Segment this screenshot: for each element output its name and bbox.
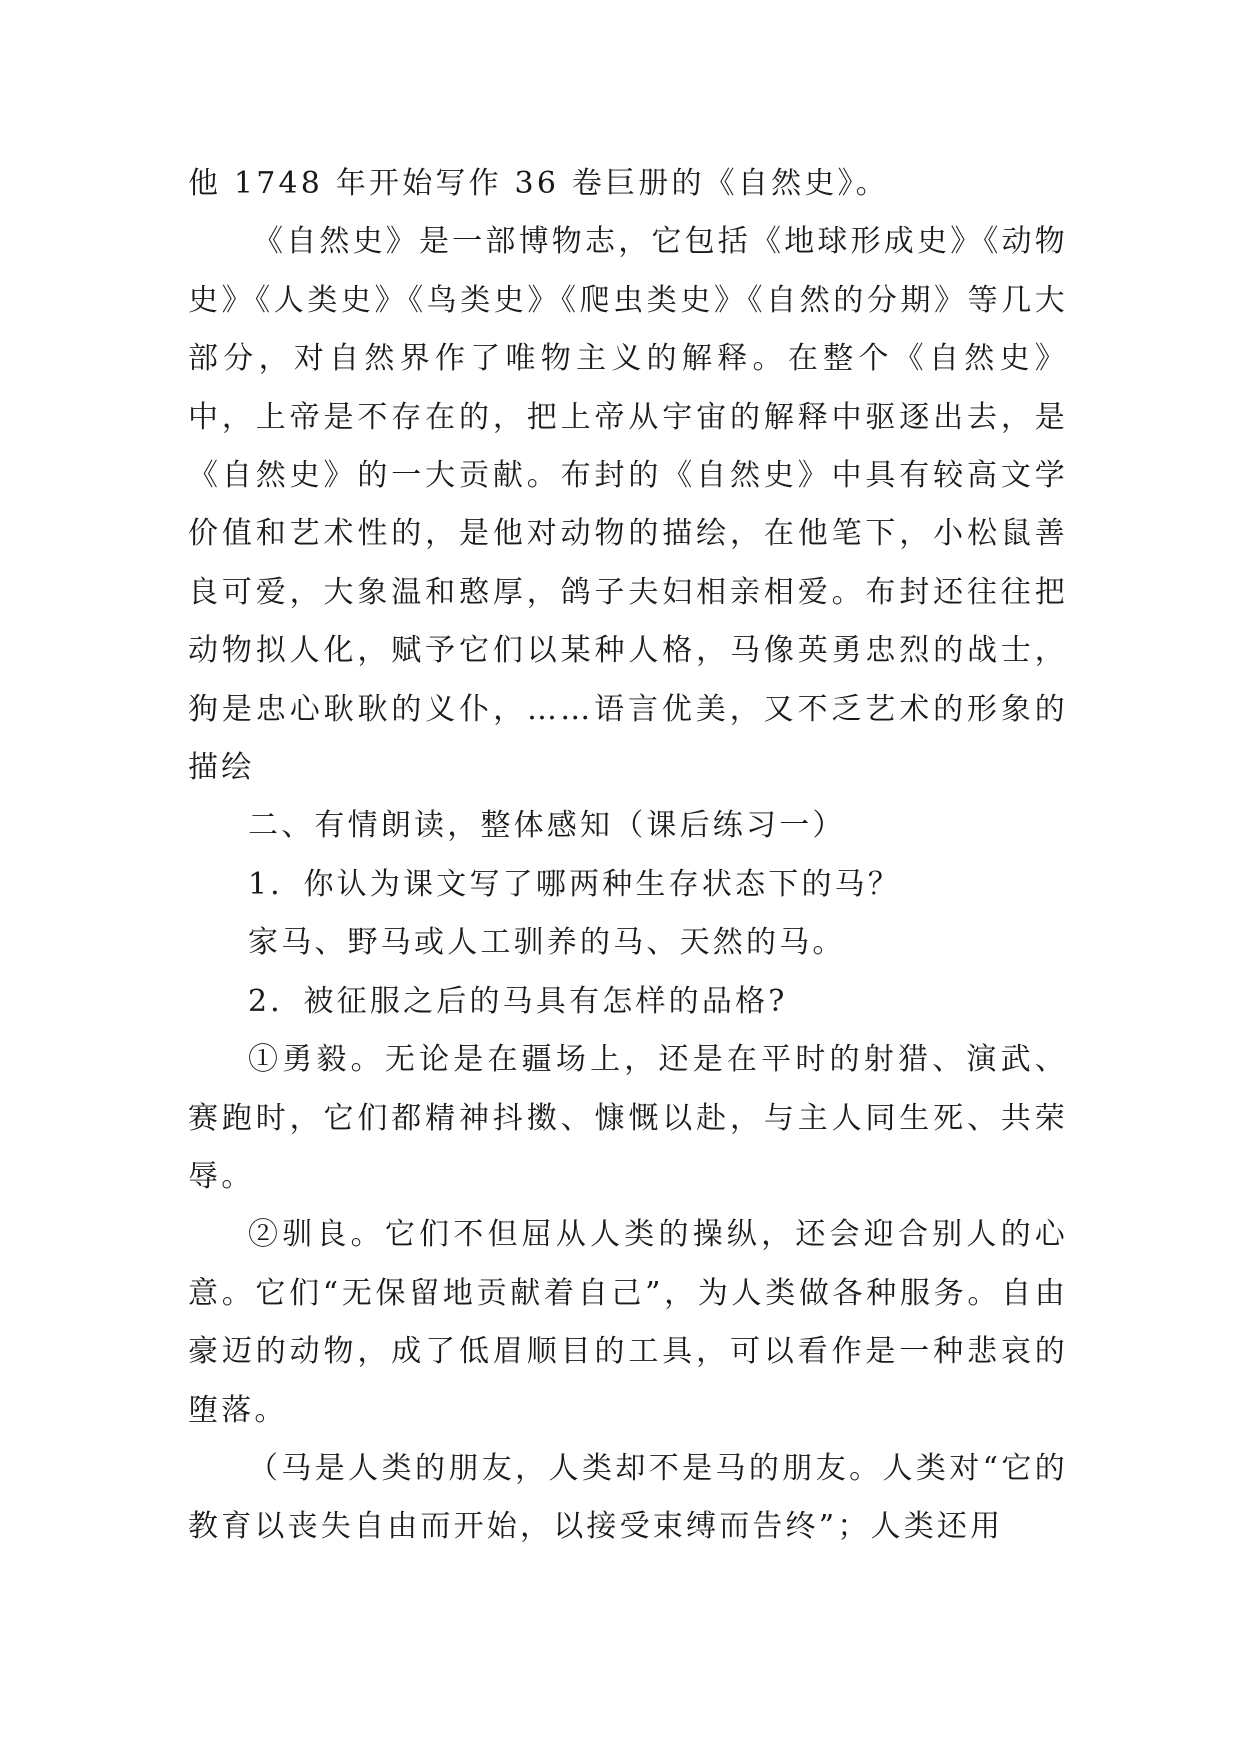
document-body [188, 155, 1068, 1557]
answer-2-courage: ①勇毅。无论是在疆场上，还是在平时的射猎、演武、赛跑时，它们都精神抖擞、慷慨以赴，与主人同生死、共荣辱。 [188, 1042, 1068, 1194]
question-2: 2．被征服之后的马具有怎样的品格? [248, 983, 788, 1019]
answer-1: 家马、野马或人工驯养的马、天然的马。 [248, 925, 846, 961]
question-1: 1．你认为课文写了哪两种生存状态下的马？ [248, 866, 902, 902]
paragraph-buffon-intro: 他 1748 年开始写作 36 卷巨册的《自然史》。 [188, 166, 889, 201]
answer-2-docility: ②驯良。它们不但屈从人类的操纵，还会迎合别人的心意。它们“无保留地贡献着自己”，为人类做各种服务。自由豪迈的动物，成了低眉顺目的工具，可以看作是一种悲哀的堕落。 [188, 1217, 1068, 1428]
section-heading-reading: 二、有情朗读，整体感知（课后练习一） [248, 808, 846, 844]
paragraph-horse-friend: （马是人类的朋友，人类却不是马的朋友。人类对“它的教育以丧失自由而开始，以接受束缚而告终”；人类还用 [188, 1450, 1068, 1545]
paragraph-natural-history: 《自然史》是一部博物志，它包括《地球形成史》《动物史》《人类史》《鸟类史》《爬虫类史》《自然的分期》等几大部分，对自然界作了唯物主义的解释。在整个《自然史》中，上帝是不存在的，把上帝从宇宙的解释中驱逐出去，是《自然史》的一大贡献。布封的《自然史》中具有较高文学价值和艺术性的，是他对动物的描绘，在他笔下，小松鼠善良可爱，大象温和憨厚，鸽子夫妇相亲相爱。布封还往往把动物拟人化，赋予它们以某种人格，马像英勇忠烈的战士，狗是忠心耿耿的义仆，……语言优美，又不乏艺术的形象的描绘 [188, 224, 1068, 786]
